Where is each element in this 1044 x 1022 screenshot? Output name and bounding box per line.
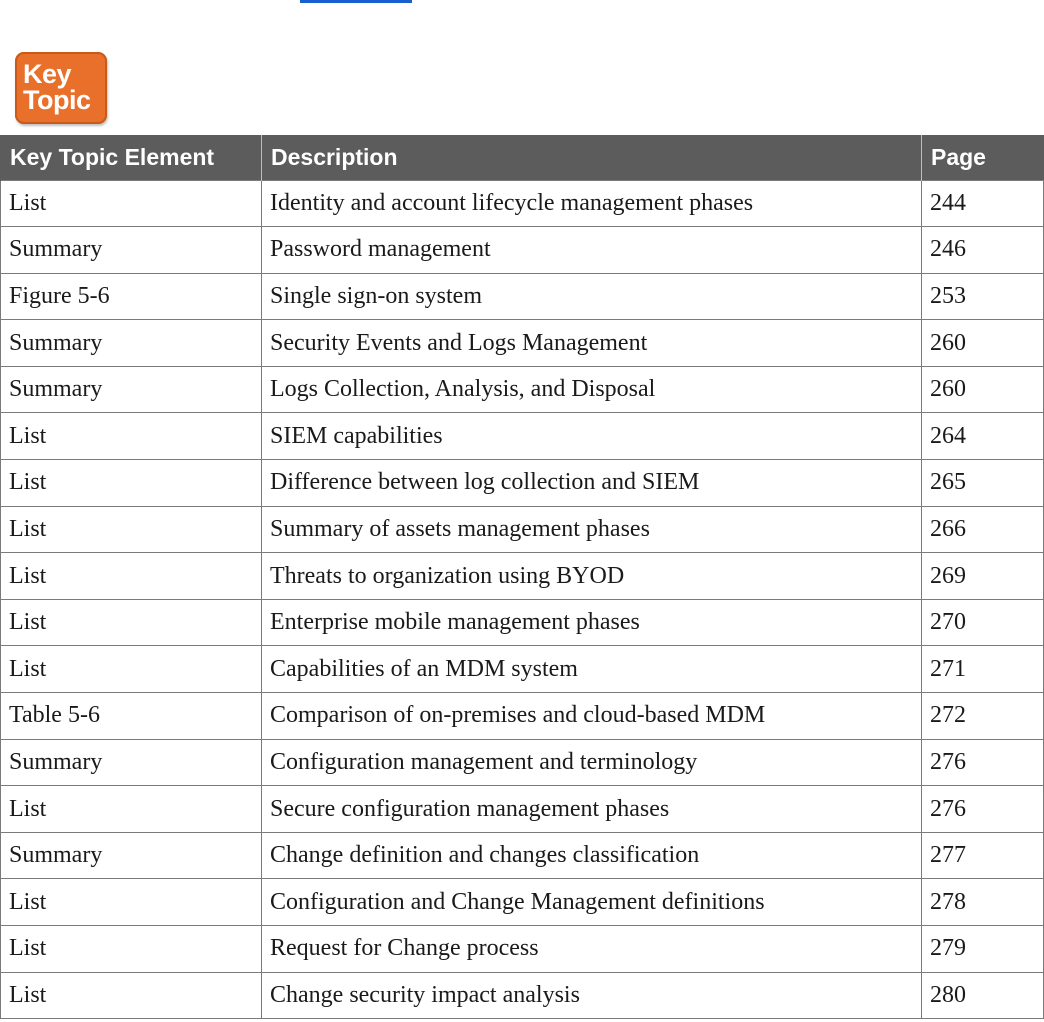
table-row <box>1 786 1044 833</box>
cell-page: 266 <box>922 506 1044 553</box>
cell-description: Identity and account lifecycle management phases <box>262 180 922 227</box>
cell-description: Summary of assets management phases <box>262 506 922 553</box>
header-key-topic-element: Key Topic Element <box>1 135 262 180</box>
table-row <box>1 460 1044 507</box>
table-row <box>1 599 1044 646</box>
header-description: Description <box>262 135 922 180</box>
cell-page: 264 <box>922 413 1044 460</box>
cell-page: 265 <box>922 460 1044 507</box>
cell-description: Comparison of on-premises and cloud-based MDM <box>262 693 922 740</box>
cell-description: Single sign-on system <box>262 273 922 320</box>
table-row <box>1 366 1044 413</box>
cell-element: List <box>1 180 262 227</box>
cell-element: List <box>1 460 262 507</box>
cell-page: 260 <box>922 366 1044 413</box>
cell-element: List <box>1 506 262 553</box>
cell-page: 270 <box>922 599 1044 646</box>
table-header-row <box>1 135 1044 180</box>
cell-element: Summary <box>1 739 262 786</box>
cell-page: 278 <box>922 879 1044 926</box>
cell-page: 253 <box>922 273 1044 320</box>
key-topics-table <box>0 135 1044 1019</box>
cell-element: List <box>1 879 262 926</box>
cell-page: 246 <box>922 227 1044 274</box>
cell-description: Request for Change process <box>262 926 922 973</box>
cell-description: Password management <box>262 227 922 274</box>
cell-page: 279 <box>922 926 1044 973</box>
table-row <box>1 832 1044 879</box>
cell-description: Threats to organization using BYOD <box>262 553 922 600</box>
cell-element: List <box>1 646 262 693</box>
table-row <box>1 693 1044 740</box>
cell-description: Configuration management and terminology <box>262 739 922 786</box>
cell-page: 280 <box>922 972 1044 1019</box>
cell-page: 269 <box>922 553 1044 600</box>
key-topic-label-line1: Key <box>23 59 72 89</box>
cell-element: Summary <box>1 366 262 413</box>
cell-element: Summary <box>1 320 262 367</box>
table-row <box>1 413 1044 460</box>
table-row <box>1 273 1044 320</box>
table-row <box>1 926 1044 973</box>
cell-description: Difference between log collection and SIEM <box>262 460 922 507</box>
cell-element: List <box>1 599 262 646</box>
cell-element: Table 5-6 <box>1 693 262 740</box>
cell-description: Security Events and Logs Management <box>262 320 922 367</box>
cell-element: List <box>1 972 262 1019</box>
cell-element: Summary <box>1 832 262 879</box>
table-row <box>1 972 1044 1019</box>
cell-page: 276 <box>922 739 1044 786</box>
cell-description: SIEM capabilities <box>262 413 922 460</box>
table-row <box>1 180 1044 227</box>
cell-description: Secure configuration management phases <box>262 786 922 833</box>
cell-page: 276 <box>922 786 1044 833</box>
table-row <box>1 646 1044 693</box>
cell-page: 272 <box>922 693 1044 740</box>
cell-element: List <box>1 413 262 460</box>
key-topic-label-line2: Topic <box>23 85 91 115</box>
table-row <box>1 879 1044 926</box>
cell-element: Figure 5-6 <box>1 273 262 320</box>
cell-element: List <box>1 553 262 600</box>
cell-element: List <box>1 786 262 833</box>
table-row <box>1 227 1044 274</box>
cell-element: List <box>1 926 262 973</box>
table-row <box>1 739 1044 786</box>
cell-description: Change definition and changes classification <box>262 832 922 879</box>
cell-page: 260 <box>922 320 1044 367</box>
cell-description: Change security impact analysis <box>262 972 922 1019</box>
table-row <box>1 320 1044 367</box>
cell-description: Capabilities of an MDM system <box>262 646 922 693</box>
cell-description: Enterprise mobile management phases <box>262 599 922 646</box>
cell-description: Logs Collection, Analysis, and Disposal <box>262 366 922 413</box>
cell-element: Summary <box>1 227 262 274</box>
page-link-underline[interactable] <box>300 0 412 3</box>
header-page: Page <box>922 135 1044 180</box>
table-row <box>1 506 1044 553</box>
key-topic-icon <box>15 52 107 124</box>
cell-page: 244 <box>922 180 1044 227</box>
cell-page: 277 <box>922 832 1044 879</box>
table-row <box>1 553 1044 600</box>
cell-description: Configuration and Change Management definitions <box>262 879 922 926</box>
cell-page: 271 <box>922 646 1044 693</box>
